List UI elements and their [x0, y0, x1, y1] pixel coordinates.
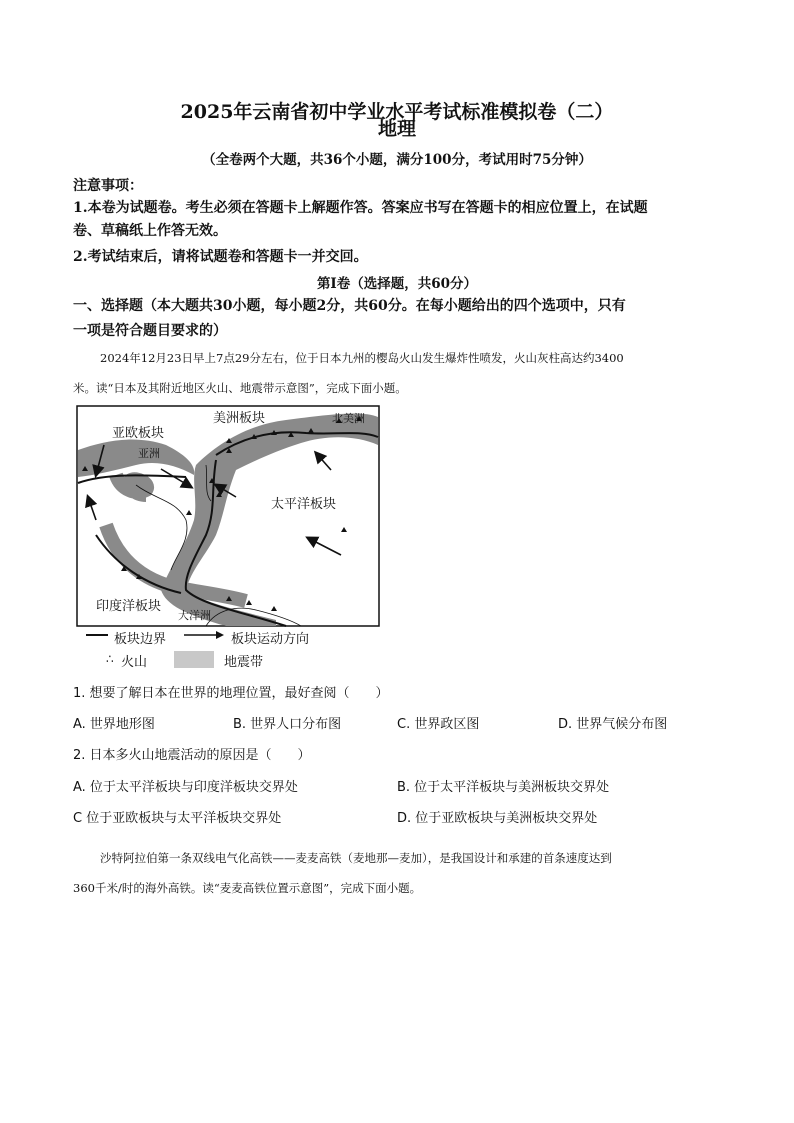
label-america-plate: 美洲板块 — [213, 411, 266, 426]
notice-item-1-line-2: 卷、草稿纸上作答无效。 — [73, 223, 227, 239]
label-eurasia-plate: 亚欧板块 — [112, 426, 165, 441]
volcano-earthquake-map — [76, 405, 380, 627]
question-1-option-c: C. 世界政区图 — [397, 717, 480, 732]
exam-title: 2025年云南省初中学业水平考试标准模拟卷（二） — [180, 101, 614, 123]
exam-subtitle: （全卷两个大题，共36个小题，满分100分，考试用时75分钟） — [202, 152, 592, 168]
part1-heading: 第Ⅰ卷（选择题，共60分） — [316, 276, 478, 292]
question-1-stem: 1. 想要了解日本在世界的地理位置，最好查阅（ ） — [73, 686, 389, 701]
label-oceania: 大洋洲 — [178, 609, 211, 622]
quake-belt-himalaya — [116, 475, 147, 495]
legend-quake-swatch — [174, 651, 214, 668]
question-2-option-a: A. 位于太平洋板块与印度洋板块交界处 — [73, 780, 298, 795]
question-2-stem: 2. 日本多火山地震活动的原因是（ ） — [73, 748, 311, 763]
label-asia: 亚洲 — [138, 447, 160, 460]
question-1-option-b: B. 世界人口分布图 — [233, 717, 342, 732]
legend-boundary-label: 板块边界 — [114, 632, 167, 647]
legend-boundary-line — [82, 628, 112, 642]
question-2-option-c: C 位于亚欧板块与太平洋板块交界处 — [73, 811, 282, 826]
section-instruction-line-1: 一、选择题（本大题共30小题，每小题2分，共60分。在每小题给出的四个选项中，只有 — [73, 298, 626, 314]
section-instruction-line-2: 一项是符合题目要求的） — [73, 323, 227, 339]
notice-item-2: 2.考试结束后，请将试题卷和答题卡一并交回。 — [73, 249, 368, 265]
question-2-option-d: D. 位于亚欧板块与美洲板块交界处 — [397, 811, 598, 826]
passage2-line-1: 沙特阿拉伯第一条双线电气化高铁——麦麦高铁（麦地那—麦加），是我国设计和承建的首条速度达到 — [100, 851, 612, 865]
passage2-line-2: 360千米/时的海外高铁。读“麦麦高铁位置示意图”，完成下面小题。 — [73, 881, 422, 895]
legend-volcano-label: 火山 — [121, 655, 148, 670]
question-1-option-a: A. 世界地形图 — [73, 717, 155, 732]
passage1-line-1: 2024年12月23日早上7点29分左右，位于日本九州的樱岛火山发生爆炸性喷发，火山灰柱高达约3400 — [100, 351, 624, 365]
question-2-option-b: B. 位于太平洋板块与美洲板块交界处 — [397, 780, 610, 795]
legend-motion-label: 板块运动方向 — [231, 632, 310, 647]
legend-motion-arrow — [182, 628, 226, 642]
label-indian-plate: 印度洋板块 — [96, 599, 162, 614]
label-north-america: 北美洲 — [332, 412, 365, 425]
question-1-option-d: D. 世界气候分布图 — [558, 717, 668, 732]
notice-item-1-line-1: 1.本卷为试题卷。考生必须在答题卡上解题作答。答案应书写在答题卡的相应位置上，在试题 — [73, 200, 648, 216]
notice-heading: 注意事项： — [73, 178, 143, 194]
legend-quake-label: 地震带 — [224, 655, 264, 670]
label-pacific-plate: 太平洋板块 — [271, 497, 337, 512]
legend-volcano-icon: ∴ — [106, 652, 114, 666]
subject-title: 地理 — [377, 118, 416, 140]
passage1-line-2: 米。读“日本及其附近地区火山、地震带示意图”，完成下面小题。 — [73, 381, 407, 395]
